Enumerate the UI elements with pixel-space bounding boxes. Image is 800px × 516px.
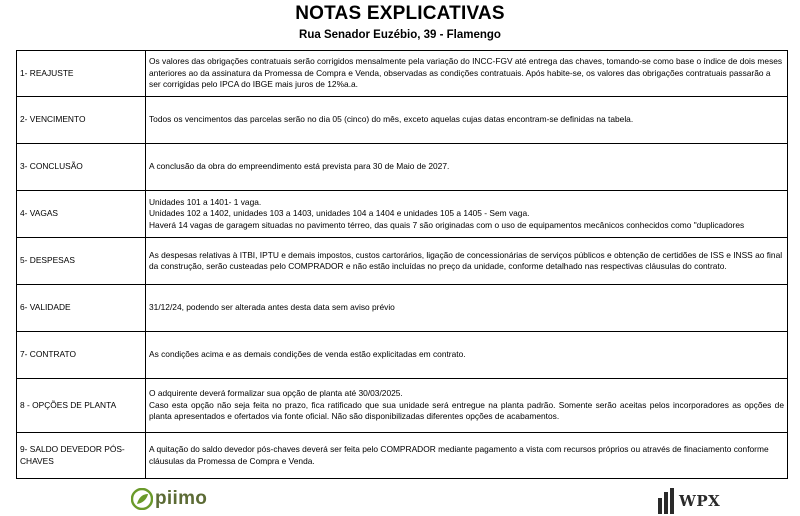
row-label: 6- VALIDADE <box>17 285 146 332</box>
table-row <box>17 433 788 479</box>
row-label: 1- REAJUSTE <box>17 51 146 97</box>
row-text <box>146 285 788 332</box>
wpx-wordmark: WPX <box>679 492 721 510</box>
table-row <box>17 97 788 144</box>
notes-table <box>16 50 788 479</box>
row-text <box>146 433 788 479</box>
row-label: 2- VENCIMENTO <box>17 97 146 144</box>
row-text <box>146 97 788 144</box>
row-line: A conclusão da obra do empreendimento está prevista para 30 de Maio de 2027. <box>149 161 450 172</box>
row-text <box>146 144 788 191</box>
row-label: 3- CONCLUSÃO <box>17 144 146 191</box>
row-line: Unidades 101 a 1401- 1 vaga. <box>149 196 262 207</box>
row-line: As condições acima e as demais condições de venda estão explicitadas em contrato. <box>149 349 466 360</box>
row-line: Caso esta opção não seja feita no prazo, fica ratificado que sua unidade será entregue na planta padrão. Somente serão aceitas pelos incorporadores as opções de planta apresentados e ofertados via fonte oficial. Não são disponibilizadas diferentes opções de acabamentos. <box>149 399 784 422</box>
row-label: 5- DESPESAS <box>17 238 146 285</box>
table-row <box>17 379 788 433</box>
page-title: NOTAS EXPLICATIVAS <box>295 3 505 24</box>
wpx-building-icon <box>657 488 675 514</box>
table-row <box>17 238 788 285</box>
row-text <box>146 191 788 238</box>
row-line: 31/12/24, podendo ser alterada antes desta data sem aviso prévio <box>149 302 395 313</box>
row-line: Unidades 102 a 1402, unidades 103 a 1403, unidades 104 a 1404 e unidades 105 a 1405 - Sem vaga. <box>149 208 530 219</box>
piimo-wordmark: piimo <box>155 488 208 509</box>
row-label: 4- VAGAS <box>17 191 146 238</box>
row-text <box>146 332 788 379</box>
row-text <box>146 51 788 97</box>
row-label: 8 - OPÇÕES DE PLANTA <box>17 379 146 433</box>
row-line: A quitação do saldo devedor pós-chaves deverá ser feita pelo COMPRADOR mediante pagamento a vista com recursos próprios ou através de finaciamento conforme cláusulas da Promessa de Compra e Venda. <box>149 444 769 466</box>
row-line: O adquirente deverá formalizar sua opção de planta até 30/03/2025. <box>149 388 403 399</box>
table-row <box>17 51 788 97</box>
row-line: As despesas relativas à ITBI, IPTU e demais impostos, custos cartorários, ligação de concessionárias de serviços públicos e obtenção de certidões de ISS e INSS ao final da construção, serão custeadas pelo COMPRADOR e não estão incluídas no preço da unidade, conforme detalhado nas respectivas cláusulas do contrato. <box>149 249 783 271</box>
row-label: 7- CONTRATO <box>17 332 146 379</box>
page-subtitle: Rua Senador Euzébio, 39 - Flamengo <box>299 29 501 41</box>
row-text <box>146 379 788 433</box>
table-row <box>17 332 788 379</box>
row-line: Haverá 14 vagas de garagem situadas no pavimento térreo, das quais 7 são originadas com o uso de equipamentos mecânicos conhecidos como "duplicadores <box>149 219 745 230</box>
row-line: Todos os vencimentos das parcelas serão no dia 05 (cinco) do mês, exceto aquelas cujas datas encontram-se definidas na tabela. <box>149 114 634 125</box>
table-row <box>17 285 788 332</box>
row-line: Os valores das obrigações contratuais serão corrigidos mensalmente pela variação do INCC-FGV até entrega das chaves, tomando-se como base o índice de dois meses anteriores ao da assinatura da Promessa de Compra e Venda, observadas as condições contratuais. Após habite-se, os valores das obrigações contratuais passarão a ser corrigidas pelo IPCA do IBGE mais juros de 12%a.a. <box>149 56 783 90</box>
piimo-leaf-icon <box>131 488 153 510</box>
row-label: 9- SALDO DEVEDOR PÓS-CHAVES <box>17 433 146 479</box>
wpx-logo <box>657 488 720 516</box>
table-row <box>17 144 788 191</box>
piimo-logo <box>131 484 207 514</box>
row-text <box>146 238 788 285</box>
table-row <box>17 191 788 238</box>
